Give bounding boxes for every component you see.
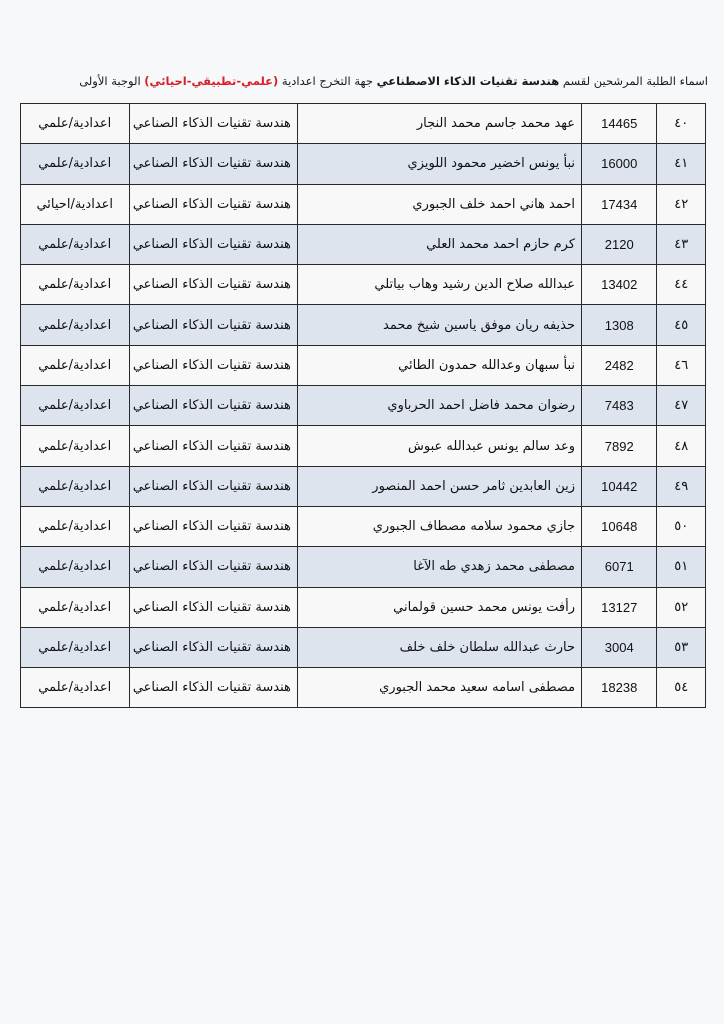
student-id: 10648: [582, 506, 657, 546]
row-number: ٤٣: [657, 224, 706, 264]
table-row: [21, 506, 706, 546]
student-id: 18238: [582, 668, 657, 708]
title-department: هندسة تقنيات الذكاء الاصطناعي: [376, 74, 560, 88]
graduation-type: اعدادية/علمي: [21, 104, 130, 144]
student-name: نبأ سبهان وعدالله حمدون الطائي: [297, 345, 581, 385]
student-id: 17434: [582, 184, 657, 224]
department: هندسة تقنيات الذكاء الصناعي: [129, 426, 297, 466]
row-number: ٥١: [657, 547, 706, 587]
graduation-type: اعدادية/علمي: [21, 144, 130, 184]
student-id: 14465: [582, 104, 657, 144]
row-number: ٤٨: [657, 426, 706, 466]
row-number: ٤٢: [657, 184, 706, 224]
graduation-type: اعدادية/علمي: [21, 426, 130, 466]
table-row: [21, 345, 706, 385]
student-name: رأفت يونس محمد حسين قولماني: [297, 587, 581, 627]
table-row: [21, 144, 706, 184]
student-id: 7892: [582, 426, 657, 466]
graduation-type: اعدادية/علمي: [21, 587, 130, 627]
department: هندسة تقنيات الذكاء الصناعي: [129, 627, 297, 667]
title-end: الوجبة الأولى: [79, 74, 141, 88]
student-id: 6071: [582, 547, 657, 587]
department: هندسة تقنيات الذكاء الصناعي: [129, 305, 297, 345]
department: هندسة تقنيات الذكاء الصناعي: [129, 265, 297, 305]
row-number: ٤٦: [657, 345, 706, 385]
row-number: ٤٥: [657, 305, 706, 345]
graduation-type: اعدادية/علمي: [21, 386, 130, 426]
student-name: كرم حازم احمد محمد العلي: [297, 224, 581, 264]
row-number: ٥٣: [657, 627, 706, 667]
student-id: 3004: [582, 627, 657, 667]
department: هندسة تقنيات الذكاء الصناعي: [129, 587, 297, 627]
department: هندسة تقنيات الذكاء الصناعي: [129, 144, 297, 184]
department: هندسة تقنيات الذكاء الصناعي: [129, 668, 297, 708]
department: هندسة تقنيات الذكاء الصناعي: [129, 386, 297, 426]
graduation-type: اعدادية/علمي: [21, 668, 130, 708]
table-row: [21, 587, 706, 627]
student-id: 10442: [582, 466, 657, 506]
student-id: 7483: [582, 386, 657, 426]
table-row: [21, 426, 706, 466]
title-mid: جهة التخرج اعدادية: [281, 74, 373, 88]
student-name: مصطفى اسامه سعيد محمد الجبوري: [297, 668, 581, 708]
row-number: ٤٩: [657, 466, 706, 506]
page-title: [18, 74, 708, 88]
department: هندسة تقنيات الذكاء الصناعي: [129, 506, 297, 546]
row-number: ٤٧: [657, 386, 706, 426]
table-row: [21, 668, 706, 708]
student-name: مصطفى محمد زهدي طه الآغا: [297, 547, 581, 587]
candidates-table: [20, 103, 706, 708]
table-row: [21, 627, 706, 667]
student-name: حارث عبدالله سلطان خلف خلف: [297, 627, 581, 667]
graduation-type: اعدادية/علمي: [21, 506, 130, 546]
department: هندسة تقنيات الذكاء الصناعي: [129, 547, 297, 587]
table-row: [21, 184, 706, 224]
row-number: ٤١: [657, 144, 706, 184]
student-name: جازي محمود سلامه مصطاف الجبوري: [297, 506, 581, 546]
table-row: [21, 386, 706, 426]
table-row: [21, 104, 706, 144]
table-row: [21, 466, 706, 506]
student-id: 2120: [582, 224, 657, 264]
table-row: [21, 224, 706, 264]
table-row: [21, 265, 706, 305]
row-number: ٤٠: [657, 104, 706, 144]
graduation-type: اعدادية/علمي: [21, 305, 130, 345]
student-name: عهد محمد جاسم محمد النجار: [297, 104, 581, 144]
graduation-type: اعدادية/علمي: [21, 547, 130, 587]
student-name: زين العابدين ثامر حسن احمد المنصور: [297, 466, 581, 506]
department: هندسة تقنيات الذكاء الصناعي: [129, 104, 297, 144]
department: هندسة تقنيات الذكاء الصناعي: [129, 345, 297, 385]
graduation-type: اعدادية/علمي: [21, 627, 130, 667]
department: هندسة تقنيات الذكاء الصناعي: [129, 466, 297, 506]
student-name: حذيفه ريان موفق ياسين شيخ محمد: [297, 305, 581, 345]
student-name: نبأ يونس اخضير محمود اللويزي: [297, 144, 581, 184]
candidates-table-body: [21, 104, 706, 708]
graduation-type: اعدادية/علمي: [21, 466, 130, 506]
title-branches: (علمي-تطبيقي-احيائي): [144, 74, 279, 88]
graduation-type: اعدادية/علمي: [21, 345, 130, 385]
student-id: 1308: [582, 305, 657, 345]
student-name: احمد هاني احمد خلف الجبوري: [297, 184, 581, 224]
graduation-type: اعدادية/علمي: [21, 265, 130, 305]
row-number: ٥٤: [657, 668, 706, 708]
graduation-type: اعدادية/احيائي: [21, 184, 130, 224]
row-number: ٥٠: [657, 506, 706, 546]
title-start: اسماء الطلبة المرشحين لقسم: [562, 74, 708, 88]
student-id: 13127: [582, 587, 657, 627]
student-id: 13402: [582, 265, 657, 305]
table-row: [21, 305, 706, 345]
student-name: عبدالله صلاح الدين رشيد وهاب بياتلي: [297, 265, 581, 305]
table-row: [21, 547, 706, 587]
row-number: ٤٤: [657, 265, 706, 305]
student-name: وعد سالم يونس عبدالله عبوش: [297, 426, 581, 466]
student-id: 2482: [582, 345, 657, 385]
graduation-type: اعدادية/علمي: [21, 224, 130, 264]
student-id: 16000: [582, 144, 657, 184]
department: هندسة تقنيات الذكاء الصناعي: [129, 184, 297, 224]
department: هندسة تقنيات الذكاء الصناعي: [129, 224, 297, 264]
student-name: رضوان محمد فاضل احمد الحرباوي: [297, 386, 581, 426]
row-number: ٥٢: [657, 587, 706, 627]
